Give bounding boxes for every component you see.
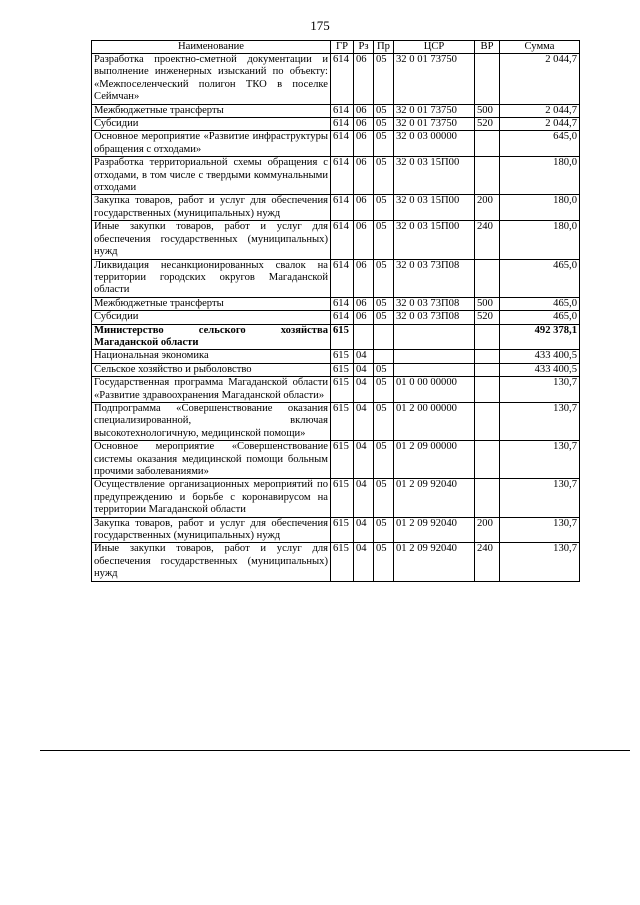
cell-sum: 180,0: [500, 221, 580, 259]
cell-gr: 615: [331, 402, 354, 440]
cell-rz: 04: [354, 479, 374, 517]
table-row: [92, 402, 580, 440]
cell-sum: 465,0: [500, 259, 580, 297]
cell-name: Ликвидация несанкционированных свалок на территории городских округов Магаданской области: [92, 259, 331, 297]
cell-pr: 05: [374, 377, 394, 403]
cell-gr: 615: [331, 543, 354, 581]
cell-vr: 500: [475, 104, 500, 117]
cell-gr: 615: [331, 324, 354, 350]
cell-name: Основное мероприятие «Совершенствование системы оказания медицинской помощи больным прочими заболеваниями»: [92, 441, 331, 479]
cell-vr: [475, 54, 500, 105]
cell-name: Субсидии: [92, 118, 331, 131]
cell-vr: 240: [475, 221, 500, 259]
cell-rz: 04: [354, 441, 374, 479]
header-vr: ВР: [475, 41, 500, 54]
table-row: [92, 259, 580, 297]
cell-rz: 06: [354, 157, 374, 195]
cell-gr: 614: [331, 259, 354, 297]
header-name: Наименование: [92, 41, 331, 54]
cell-name: Национальная экономика: [92, 350, 331, 363]
cell-sum: 433 400,5: [500, 350, 580, 363]
cell-csr: 01 2 09 92040: [394, 543, 475, 581]
cell-name: Государственная программа Магаданской области «Развитие здравоохранения Магаданской области»: [92, 377, 331, 403]
cell-sum: 2 044,7: [500, 54, 580, 105]
cell-name: Субсидии: [92, 311, 331, 324]
table-row: [92, 324, 580, 350]
cell-rz: 04: [354, 402, 374, 440]
cell-name: Межбюджетные трансферты: [92, 104, 331, 117]
footer-divider: [40, 750, 630, 751]
table-row: [92, 441, 580, 479]
cell-gr: 614: [331, 195, 354, 221]
cell-rz: 06: [354, 118, 374, 131]
cell-vr: [475, 324, 500, 350]
cell-vr: [475, 350, 500, 363]
header-gr: ГР: [331, 41, 354, 54]
table-row: [92, 118, 580, 131]
table-row: [92, 517, 580, 543]
table-row: [92, 104, 580, 117]
header-csr: ЦСР: [394, 41, 475, 54]
cell-sum: 645,0: [500, 131, 580, 157]
cell-name: Основное мероприятие «Развитие инфраструктуры обращения с отходами»: [92, 131, 331, 157]
cell-rz: 06: [354, 221, 374, 259]
cell-csr: [394, 350, 475, 363]
cell-rz: 04: [354, 350, 374, 363]
table-header-row: [92, 41, 580, 54]
cell-sum: 433 400,5: [500, 363, 580, 376]
cell-rz: 06: [354, 131, 374, 157]
cell-rz: [354, 324, 374, 350]
cell-pr: [374, 324, 394, 350]
cell-rz: 04: [354, 363, 374, 376]
cell-pr: 05: [374, 157, 394, 195]
table-row: [92, 157, 580, 195]
cell-vr: [475, 131, 500, 157]
cell-sum: 130,7: [500, 517, 580, 543]
cell-vr: [475, 157, 500, 195]
cell-csr: 01 2 09 92040: [394, 517, 475, 543]
cell-pr: 05: [374, 363, 394, 376]
header-rz: Рз: [354, 41, 374, 54]
table-body: [92, 54, 580, 582]
table-row: [92, 363, 580, 376]
cell-csr: 32 0 03 15П00: [394, 157, 475, 195]
table-row: [92, 311, 580, 324]
cell-pr: 05: [374, 479, 394, 517]
cell-vr: [475, 402, 500, 440]
cell-sum: 2 044,7: [500, 118, 580, 131]
cell-csr: 32 0 01 73750: [394, 54, 475, 105]
cell-pr: 05: [374, 543, 394, 581]
cell-sum: 130,7: [500, 377, 580, 403]
cell-name: Подпрограмма «Совершенствование оказания специализированной, включая высокотехнологичную, медицинской помощи»: [92, 402, 331, 440]
cell-rz: 06: [354, 311, 374, 324]
cell-pr: 05: [374, 104, 394, 117]
cell-rz: 06: [354, 297, 374, 310]
table-row: [92, 543, 580, 581]
cell-vr: [475, 363, 500, 376]
cell-csr: 01 0 00 00000: [394, 377, 475, 403]
cell-vr: 200: [475, 517, 500, 543]
cell-name: Иные закупки товаров, работ и услуг для обеспечения государственных (муниципальных) нужд: [92, 543, 331, 581]
cell-vr: [475, 441, 500, 479]
cell-vr: [475, 479, 500, 517]
cell-gr: 614: [331, 118, 354, 131]
cell-gr: 615: [331, 363, 354, 376]
budget-table: [91, 40, 580, 582]
cell-pr: 05: [374, 221, 394, 259]
table-row: [92, 297, 580, 310]
cell-pr: [374, 350, 394, 363]
cell-pr: 05: [374, 311, 394, 324]
cell-sum: 180,0: [500, 195, 580, 221]
cell-gr: 614: [331, 54, 354, 105]
cell-csr: [394, 363, 475, 376]
cell-vr: 500: [475, 297, 500, 310]
cell-sum: 130,7: [500, 479, 580, 517]
cell-sum: 2 044,7: [500, 104, 580, 117]
cell-vr: [475, 377, 500, 403]
cell-vr: 520: [475, 118, 500, 131]
cell-sum: 130,7: [500, 441, 580, 479]
table-row: [92, 131, 580, 157]
cell-sum: 465,0: [500, 311, 580, 324]
cell-pr: 05: [374, 517, 394, 543]
cell-csr: [394, 324, 475, 350]
cell-pr: 05: [374, 54, 394, 105]
cell-name: Сельское хозяйство и рыболовство: [92, 363, 331, 376]
cell-rz: 06: [354, 104, 374, 117]
cell-csr: 32 0 03 00000: [394, 131, 475, 157]
cell-csr: 32 0 03 73П08: [394, 259, 475, 297]
cell-rz: 06: [354, 195, 374, 221]
cell-pr: 05: [374, 441, 394, 479]
cell-name: Министерство сельского хозяйства Магаданской области: [92, 324, 331, 350]
cell-name: Осуществление организационных мероприятий по предупреждению и борьбе с коронавирусом на территории Магаданской области: [92, 479, 331, 517]
cell-csr: 32 0 03 73П08: [394, 297, 475, 310]
cell-gr: 615: [331, 441, 354, 479]
cell-csr: 32 0 03 15П00: [394, 221, 475, 259]
cell-sum: 180,0: [500, 157, 580, 195]
cell-pr: 05: [374, 195, 394, 221]
cell-pr: 05: [374, 118, 394, 131]
cell-rz: 04: [354, 543, 374, 581]
cell-csr: 32 0 01 73750: [394, 104, 475, 117]
cell-pr: 05: [374, 131, 394, 157]
cell-vr: 520: [475, 311, 500, 324]
cell-gr: 614: [331, 157, 354, 195]
header-sum: Сумма: [500, 41, 580, 54]
cell-csr: 01 2 00 00000: [394, 402, 475, 440]
table-row: [92, 377, 580, 403]
cell-csr: 01 2 09 92040: [394, 479, 475, 517]
cell-name: Межбюджетные трансферты: [92, 297, 331, 310]
cell-rz: 06: [354, 54, 374, 105]
header-pr: Пр: [374, 41, 394, 54]
cell-csr: 32 0 03 15П00: [394, 195, 475, 221]
table-row: [92, 195, 580, 221]
cell-sum: 465,0: [500, 297, 580, 310]
cell-csr: 32 0 03 73П08: [394, 311, 475, 324]
cell-gr: 615: [331, 479, 354, 517]
cell-sum: 130,7: [500, 402, 580, 440]
cell-rz: 04: [354, 517, 374, 543]
cell-vr: 240: [475, 543, 500, 581]
cell-pr: 05: [374, 297, 394, 310]
cell-vr: [475, 259, 500, 297]
cell-gr: 614: [331, 297, 354, 310]
cell-name: Разработка территориальной схемы обращения с отходами, в том числе с твердыми коммунальными отходами: [92, 157, 331, 195]
cell-rz: 04: [354, 377, 374, 403]
cell-gr: 614: [331, 104, 354, 117]
cell-gr: 615: [331, 350, 354, 363]
table-row: [92, 479, 580, 517]
cell-name: Разработка проектно-сметной документации и выполнение инженерных изысканий по объекту: «Межпоселенческий полигон ТКО в поселке Сеймчан»: [92, 54, 331, 105]
cell-gr: 615: [331, 517, 354, 543]
page-number: 175: [310, 18, 330, 33]
table-row: [92, 54, 580, 105]
table-row: [92, 221, 580, 259]
cell-sum: 492 378,1: [500, 324, 580, 350]
cell-pr: 05: [374, 402, 394, 440]
cell-pr: 05: [374, 259, 394, 297]
cell-csr: 01 2 09 00000: [394, 441, 475, 479]
table-row: [92, 350, 580, 363]
cell-name: Иные закупки товаров, работ и услуг для обеспечения государственных (муниципальных) нужд: [92, 221, 331, 259]
cell-rz: 06: [354, 259, 374, 297]
cell-gr: 614: [331, 221, 354, 259]
cell-csr: 32 0 01 73750: [394, 118, 475, 131]
cell-gr: 614: [331, 311, 354, 324]
cell-name: Закупка товаров, работ и услуг для обеспечения государственных (муниципальных) нужд: [92, 195, 331, 221]
cell-gr: 615: [331, 377, 354, 403]
cell-name: Закупка товаров, работ и услуг для обеспечения государственных (муниципальных) нужд: [92, 517, 331, 543]
cell-sum: 130,7: [500, 543, 580, 581]
cell-gr: 614: [331, 131, 354, 157]
cell-vr: 200: [475, 195, 500, 221]
